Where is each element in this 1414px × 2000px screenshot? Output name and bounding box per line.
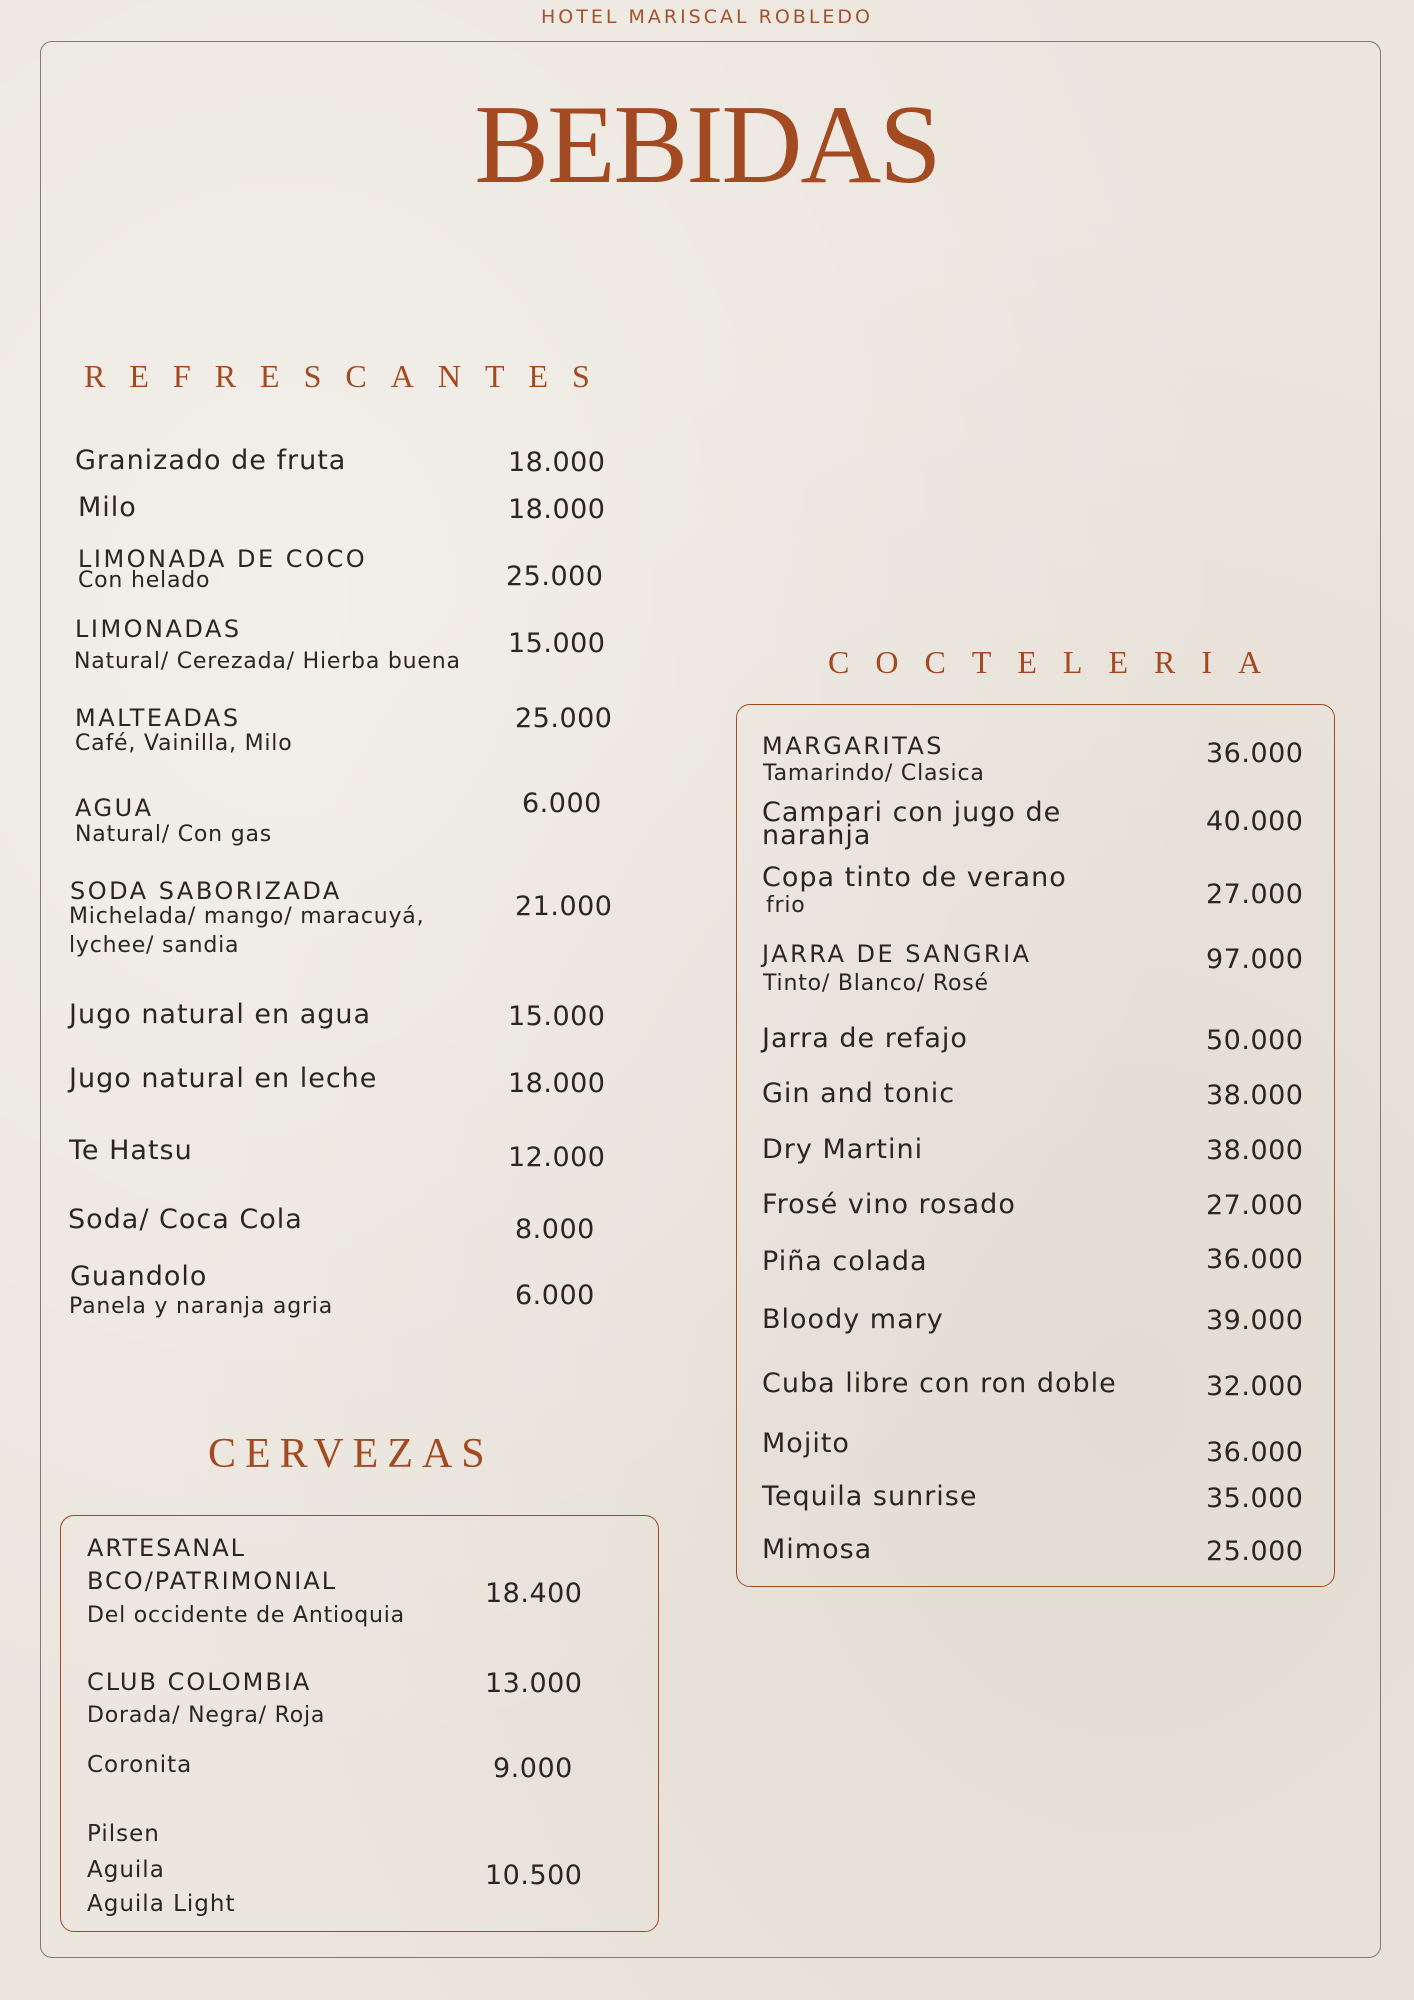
item-name: Dry Martini bbox=[762, 1134, 924, 1165]
item-name: MARGARITAS bbox=[762, 732, 945, 760]
item-price: 40.000 bbox=[1206, 806, 1304, 837]
item-price: 25.000 bbox=[1206, 1536, 1304, 1567]
section-title-cervezas: CERVEZAS bbox=[208, 1431, 494, 1477]
item-price: 8.000 bbox=[515, 1214, 595, 1245]
item-description: Natural/ Con gas bbox=[75, 822, 273, 847]
item-name: CLUB COLOMBIA bbox=[87, 1668, 312, 1696]
item-price: 18.400 bbox=[485, 1578, 583, 1609]
item-price: 27.000 bbox=[1206, 879, 1304, 910]
item-price: 25.000 bbox=[506, 561, 604, 592]
item-name: Granizado de fruta bbox=[75, 445, 347, 476]
item-description: Natural/ Cerezada/ Hierba buena bbox=[74, 649, 461, 674]
item-description: Panela y naranja agria bbox=[69, 1294, 334, 1319]
item-price: 18.000 bbox=[508, 1068, 606, 1099]
item-price: 15.000 bbox=[508, 628, 606, 659]
item-name: Frosé vino rosado bbox=[762, 1189, 1016, 1220]
item-name: Gin and tonic bbox=[762, 1078, 956, 1109]
item-price: 27.000 bbox=[1206, 1190, 1304, 1221]
item-name: Jugo natural en agua bbox=[69, 999, 372, 1030]
item-price: 9.000 bbox=[493, 1753, 573, 1784]
item-name: LIMONADAS bbox=[75, 615, 242, 643]
item-name: Guandolo bbox=[70, 1261, 208, 1292]
item-name-line2: BCO/PATRIMONIAL bbox=[87, 1567, 338, 1595]
item-name: ARTESANAL bbox=[87, 1534, 247, 1562]
item-price: 18.000 bbox=[508, 447, 606, 478]
item-description: Tinto/ Blanco/ Rosé bbox=[763, 971, 989, 996]
item-name-line2: Aguila bbox=[87, 1857, 165, 1883]
item-price: 15.000 bbox=[508, 1001, 606, 1032]
item-name: Campari con jugo de bbox=[762, 797, 1062, 828]
item-name: Soda/ Coca Cola bbox=[68, 1204, 303, 1235]
item-price: 38.000 bbox=[1206, 1135, 1304, 1166]
item-price: 6.000 bbox=[522, 788, 602, 819]
hotel-name: HOTEL MARISCAL ROBLEDO bbox=[541, 6, 873, 28]
item-price: 35.000 bbox=[1206, 1483, 1304, 1514]
item-name: Milo bbox=[78, 492, 137, 523]
item-name: Copa tinto de verano bbox=[762, 862, 1067, 893]
item-name: Mojito bbox=[762, 1428, 850, 1459]
item-price: 36.000 bbox=[1206, 1244, 1304, 1275]
item-price: 12.000 bbox=[508, 1142, 606, 1173]
item-name: SODA SABORIZADA bbox=[70, 877, 342, 905]
item-price: 6.000 bbox=[515, 1280, 595, 1311]
item-name: JARRA DE SANGRIA bbox=[762, 940, 1032, 968]
item-price: 36.000 bbox=[1206, 1437, 1304, 1468]
page-title: BEBIDAS bbox=[474, 83, 940, 207]
item-price: 50.000 bbox=[1206, 1025, 1304, 1056]
item-name-line2: naranja bbox=[762, 820, 872, 851]
item-description: frio bbox=[766, 893, 806, 918]
item-price: 21.000 bbox=[515, 891, 613, 922]
item-price: 97.000 bbox=[1206, 944, 1304, 975]
section-title-cocteleria: COCTELERIA bbox=[828, 644, 1288, 680]
item-description: Tamarindo/ Clasica bbox=[763, 761, 985, 786]
item-price: 36.000 bbox=[1206, 738, 1304, 769]
item-name: Tequila sunrise bbox=[762, 1481, 978, 1512]
item-description: Del occidente de Antioquia bbox=[87, 1603, 405, 1628]
item-price: 10.500 bbox=[485, 1860, 583, 1891]
item-name: LIMONADA DE COCO bbox=[78, 545, 368, 573]
item-price: 32.000 bbox=[1206, 1371, 1304, 1402]
item-description: Con helado bbox=[78, 568, 211, 593]
item-price: 39.000 bbox=[1206, 1305, 1304, 1336]
item-price: 38.000 bbox=[1206, 1080, 1304, 1111]
item-name: Te Hatsu bbox=[69, 1135, 193, 1166]
item-name: Bloody mary bbox=[762, 1304, 944, 1335]
item-description: Michelada/ mango/ maracuyá, bbox=[69, 904, 425, 929]
item-name: Mimosa bbox=[762, 1534, 873, 1565]
item-name: Piña colada bbox=[762, 1246, 928, 1277]
item-price: 25.000 bbox=[515, 703, 613, 734]
item-name: Cuba libre con ron doble bbox=[762, 1368, 1117, 1399]
item-name: Pilsen bbox=[87, 1821, 160, 1847]
item-name: Jarra de refajo bbox=[762, 1023, 968, 1054]
item-name: MALTEADAS bbox=[75, 704, 241, 732]
item-price: 18.000 bbox=[508, 494, 606, 525]
item-name-line3: Aguila Light bbox=[87, 1891, 236, 1917]
item-name: AGUA bbox=[75, 794, 154, 822]
item-description: Café, Vainilla, Milo bbox=[75, 731, 293, 756]
item-price: 13.000 bbox=[485, 1668, 583, 1699]
section-title-refrescantes: REFRESCANTES bbox=[84, 358, 614, 394]
item-name: Jugo natural en leche bbox=[69, 1063, 378, 1094]
item-description: Dorada/ Negra/ Roja bbox=[87, 1703, 326, 1728]
item-name: Coronita bbox=[87, 1752, 193, 1778]
item-description: lychee/ sandia bbox=[69, 933, 240, 958]
